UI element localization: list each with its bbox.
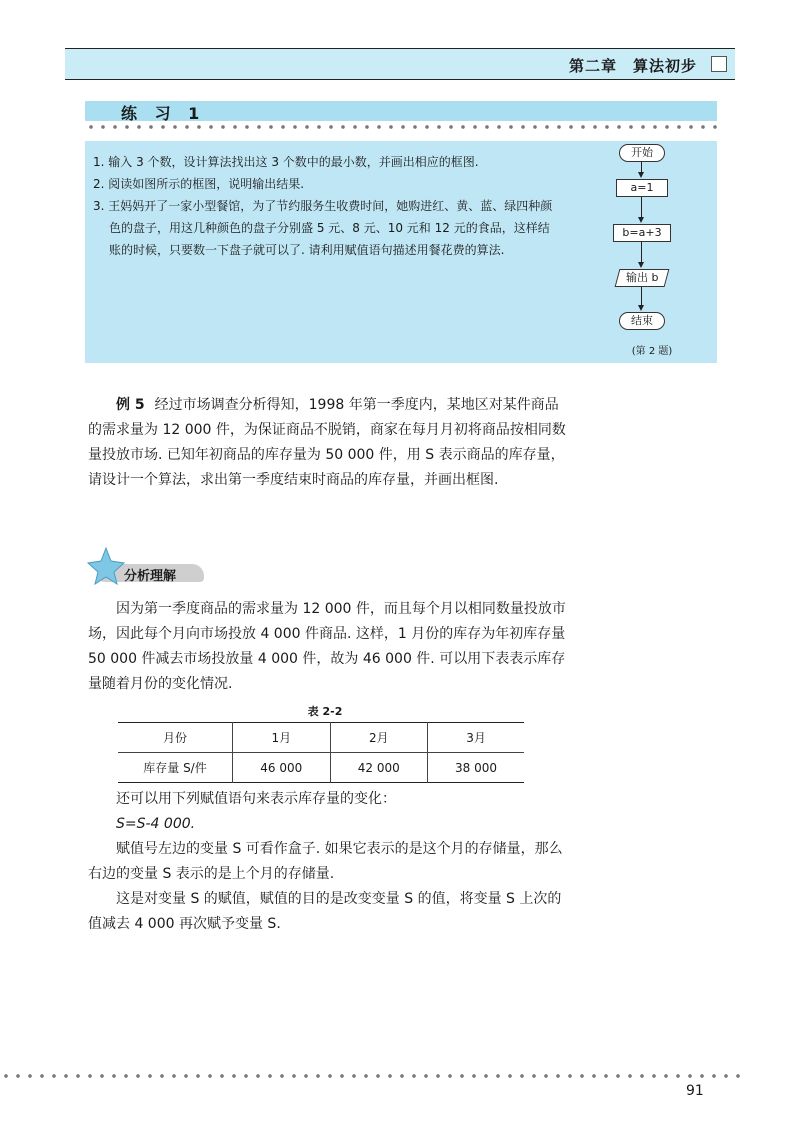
table-header-row <box>118 723 524 753</box>
table-header-cell: 2月 <box>330 723 428 753</box>
flowchart-start: 开始 <box>619 144 665 162</box>
flowchart <box>597 141 707 363</box>
table-header-cell: 1月 <box>233 723 331 753</box>
assignment-formula: S=S-4 000. <box>116 816 196 832</box>
flowchart-caption: (第 2 题) <box>631 346 673 357</box>
dotted-divider-bottom <box>0 1073 740 1079</box>
flowchart-step-2: b=a+3 <box>613 224 671 242</box>
exercise-title: 练 习 1 <box>121 104 206 123</box>
table-cell: 46 000 <box>233 753 331 783</box>
example-text: 经过市场调查分析得知，1998 年第一季度内，某地区对某件商品的需求量为 12 000 件，为保证商品不脱销，商家在每月月初将商品按相同数量投放市场. 已知年初商品的库存量为 50 000 件，用 S 表示商品的库存量，请设计一个算法，求出第一季度结束时商品的库存量，并画出框图. <box>88 397 566 488</box>
section-title: 分析理解 <box>124 569 177 584</box>
assignment-intro: 还可以用下列赋值语句来表示库存量的变化： <box>116 791 396 807</box>
analysis-paragraph-2: 赋值号左边的变量 S 可看作盒子. 如果它表示的是这个月的存储量，那么右边的变量 S 表示的是上个月的存储量. <box>88 841 563 882</box>
inventory-table <box>118 722 524 783</box>
exercise-list <box>93 151 553 261</box>
chapter-header <box>65 48 735 80</box>
flowchart-end: 结束 <box>619 312 665 330</box>
exercise-box <box>85 141 717 363</box>
example-label: 例 5 <box>116 397 145 413</box>
example-5 <box>88 393 568 493</box>
flowchart-output: 输出 b <box>615 269 670 287</box>
header-square <box>711 56 727 72</box>
star-icon <box>86 546 126 586</box>
exercise-item-2: 2. 阅读如图所示的框图，说明输出结果. <box>93 177 305 191</box>
analysis-paragraph-3: 这是对变量 S 的赋值，赋值的目的是改变变量 S 的值，将变量 S 上次的值减去 4 000 再次赋予变量 S. <box>88 891 562 932</box>
dotted-divider-top <box>85 124 717 130</box>
table-cell: 42 000 <box>330 753 428 783</box>
exercise-item-1: 1. 输入 3 个数，设计算法找出这 3 个数中的最小数，并画出相应的框图. <box>93 155 479 169</box>
page-number: 91 <box>686 1083 704 1099</box>
section-banner <box>86 546 206 586</box>
exercise-tab <box>85 101 717 121</box>
table-caption: 表 2-2 <box>307 705 343 718</box>
table-header-cell: 3月 <box>428 723 524 753</box>
flowchart-step-1: a=1 <box>616 179 668 197</box>
chapter-title: 第二章 算法初步 <box>568 57 697 75</box>
table-cell: 38 000 <box>428 753 524 783</box>
table-row <box>118 753 524 783</box>
table-cell: 库存量 S/件 <box>143 761 207 775</box>
analysis-paragraph-1: 因为第一季度商品的需求量为 12 000 件，而且每个月以相同数量投放市场，因此每个月向市场投放 4 000 件商品. 这样，1 月份的库存为年初库存量 50 000 件减去市场投放量 4 000 件，故为 46 000 件. 可以用下表表示库存量随着月份的变化情况. <box>88 601 566 692</box>
exercise-item-3: 3. 王妈妈开了一家小型餐馆，为了节约服务生收费时间，她购进红、黄、蓝、绿四种颜色的盘子，用这几种颜色的盘子分别盛 5 元、8 元、10 元和 12 元的食品，这样结账的时候，只要数一下盘子就可以了. 请利用赋值语句描述用餐花费的算法. <box>93 199 553 257</box>
table-header-cell: 月份 <box>118 723 233 753</box>
